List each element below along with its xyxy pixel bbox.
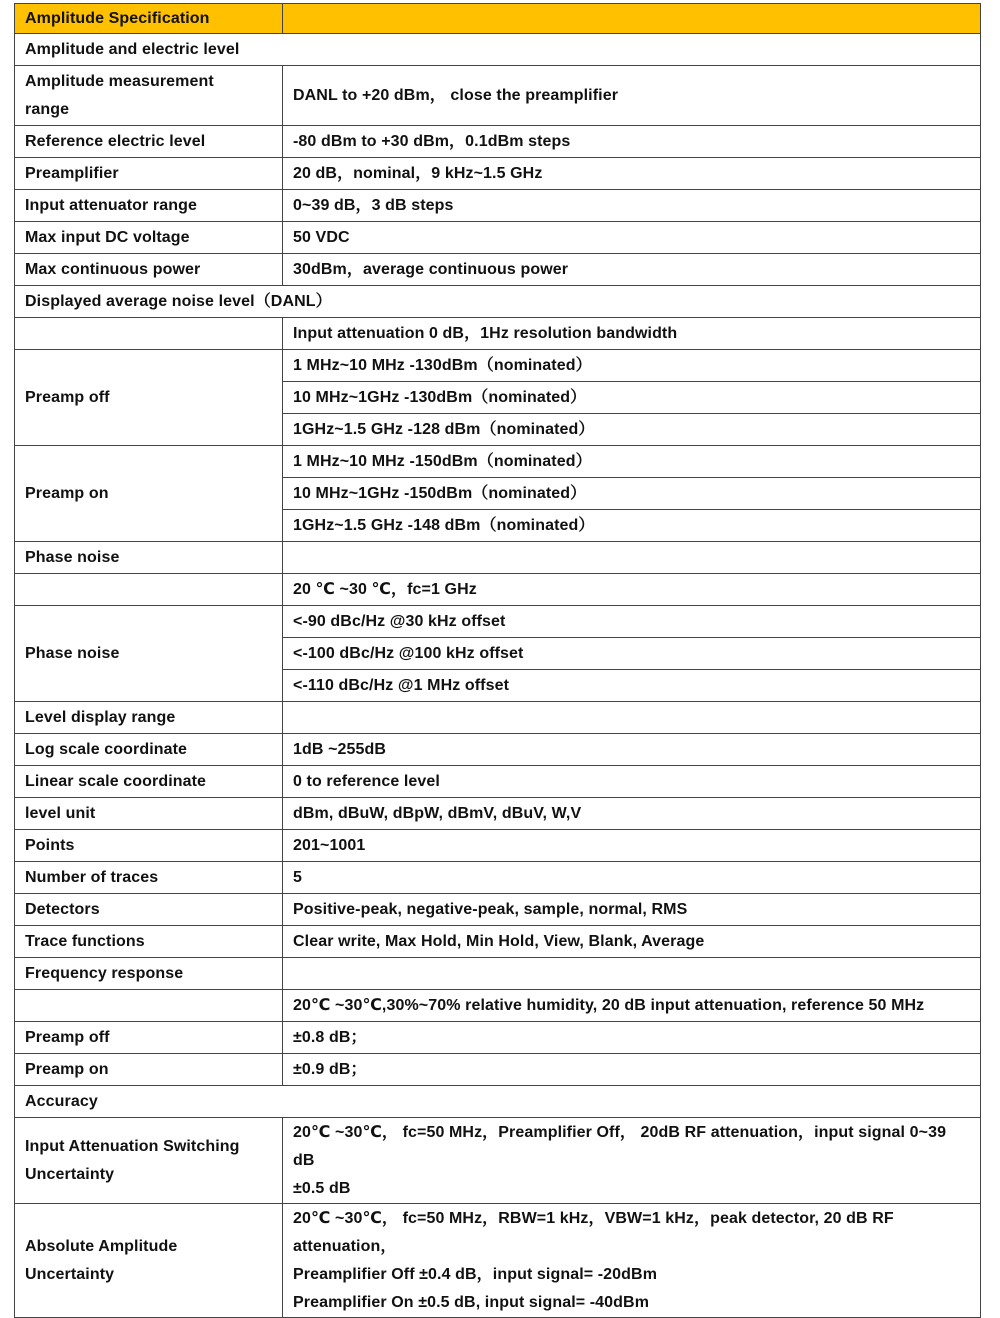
section-row bbox=[15, 702, 981, 734]
table-row bbox=[15, 66, 981, 126]
section-phase-noise: Phase noise bbox=[15, 542, 283, 574]
row-value: Positive-peak, negative-peak, sample, normal, RMS bbox=[283, 894, 981, 926]
row-value: dBm, dBuW, dBpW, dBmV, dBuV, W,V bbox=[283, 798, 981, 830]
section-danl: Displayed average noise level（DANL） bbox=[15, 286, 981, 318]
row-label: Preamp on bbox=[15, 1054, 283, 1086]
danl-preamp-on-label: Preamp on bbox=[15, 446, 283, 542]
row-label: Log scale coordinate bbox=[15, 734, 283, 766]
value-line-2: attenuation， bbox=[293, 1237, 397, 1255]
value-line-1: 20℃ ~30℃， fc=50 MHz，Preamplifier Off， 20dB RF attenuation，input signal 0~39 bbox=[293, 1123, 947, 1141]
row-value: 1GHz~1.5 GHz -148 dBm（nominated） bbox=[283, 510, 981, 542]
section-row bbox=[15, 542, 981, 574]
row-value: 0 to reference level bbox=[283, 766, 981, 798]
row-value bbox=[283, 1204, 981, 1318]
row-label-empty bbox=[15, 574, 283, 606]
label-line-2: range bbox=[25, 100, 70, 118]
table-row bbox=[15, 446, 981, 478]
row-label: level unit bbox=[15, 798, 283, 830]
label-line-2: Uncertainty bbox=[25, 1265, 115, 1283]
section-amplitude-electric-level: Amplitude and electric level bbox=[15, 34, 981, 66]
value-line-3: ±0.5 dB bbox=[293, 1179, 351, 1197]
row-value: 50 VDC bbox=[283, 222, 981, 254]
row-label-empty bbox=[15, 990, 283, 1022]
table-row bbox=[15, 158, 981, 190]
table-row bbox=[15, 350, 981, 382]
row-label: Reference electric level bbox=[15, 126, 283, 158]
row-value: ±0.9 dB； bbox=[283, 1054, 981, 1086]
section-frequency-response: Frequency response bbox=[15, 958, 283, 990]
header-row bbox=[15, 4, 981, 34]
row-value: DANL to +20 dBm， close the preamplifier bbox=[283, 66, 981, 126]
row-label-empty bbox=[15, 318, 283, 350]
value-line-4: Preamplifier On ±0.5 dB, input signal= -40dBm bbox=[293, 1293, 650, 1311]
row-label: Max continuous power bbox=[15, 254, 283, 286]
row-value: 1 MHz~10 MHz -130dBm（nominated） bbox=[283, 350, 981, 382]
label-line-1: Amplitude measurement bbox=[25, 72, 214, 90]
row-value-empty bbox=[283, 542, 981, 574]
row-label bbox=[15, 1118, 283, 1204]
row-label: Trace functions bbox=[15, 926, 283, 958]
table-row bbox=[15, 606, 981, 638]
table-row bbox=[15, 222, 981, 254]
table-row bbox=[15, 798, 981, 830]
row-label: Detectors bbox=[15, 894, 283, 926]
danl-condition: Input attenuation 0 dB，1Hz resolution bandwidth bbox=[283, 318, 981, 350]
row-value: 1GHz~1.5 GHz -128 dBm（nominated） bbox=[283, 414, 981, 446]
value-line-3: Preamplifier Off ±0.4 dB，input signal= -20dBm bbox=[293, 1265, 658, 1283]
row-value: <-90 dBc/Hz @30 kHz offset bbox=[283, 606, 981, 638]
row-value: 30dBm，average continuous power bbox=[283, 254, 981, 286]
row-value-empty bbox=[283, 958, 981, 990]
label-line-1: Input Attenuation Switching bbox=[25, 1137, 240, 1155]
amplitude-spec-table bbox=[14, 3, 981, 1318]
section-row bbox=[15, 1086, 981, 1118]
section-row bbox=[15, 286, 981, 318]
freq-response-condition: 20℃ ~30℃,30%~70% relative humidity, 20 dB input attenuation, reference 50 MHz bbox=[283, 990, 981, 1022]
table-row bbox=[15, 574, 981, 606]
table-row bbox=[15, 254, 981, 286]
phase-noise-condition: 20 ℃ ~30 ℃，fc=1 GHz bbox=[283, 574, 981, 606]
section-accuracy: Accuracy bbox=[15, 1086, 981, 1118]
row-value: 10 MHz~1GHz -150dBm（nominated） bbox=[283, 478, 981, 510]
header-title: Amplitude Specification bbox=[15, 4, 283, 34]
header-blank bbox=[283, 4, 981, 34]
row-value: 1dB ~255dB bbox=[283, 734, 981, 766]
table-row bbox=[15, 1204, 981, 1318]
table-row bbox=[15, 318, 981, 350]
row-value: ±0.8 dB； bbox=[283, 1022, 981, 1054]
row-label: Linear scale coordinate bbox=[15, 766, 283, 798]
row-label bbox=[15, 66, 283, 126]
table-row bbox=[15, 862, 981, 894]
danl-preamp-off-label: Preamp off bbox=[15, 350, 283, 446]
table-row bbox=[15, 190, 981, 222]
row-value: 5 bbox=[283, 862, 981, 894]
table-row bbox=[15, 990, 981, 1022]
row-value: -80 dBm to +30 dBm，0.1dBm steps bbox=[283, 126, 981, 158]
row-label: Number of traces bbox=[15, 862, 283, 894]
section-row bbox=[15, 34, 981, 66]
row-value: 10 MHz~1GHz -130dBm（nominated） bbox=[283, 382, 981, 414]
row-value: 0~39 dB，3 dB steps bbox=[283, 190, 981, 222]
table-row bbox=[15, 126, 981, 158]
table-row bbox=[15, 1118, 981, 1204]
table-row bbox=[15, 926, 981, 958]
value-line-2: dB bbox=[293, 1151, 315, 1169]
row-label: Preamp off bbox=[15, 1022, 283, 1054]
value-line-1: 20℃ ~30℃， fc=50 MHz，RBW=1 kHz，VBW=1 kHz，peak detector, 20 dB RF bbox=[293, 1209, 894, 1227]
row-value: 201~1001 bbox=[283, 830, 981, 862]
label-line-1: Absolute Amplitude bbox=[25, 1237, 178, 1255]
table-row bbox=[15, 1022, 981, 1054]
row-value: 20 dB，nominal，9 kHz~1.5 GHz bbox=[283, 158, 981, 190]
row-value bbox=[283, 1118, 981, 1204]
row-value-empty bbox=[283, 702, 981, 734]
row-value: <-110 dBc/Hz @1 MHz offset bbox=[283, 670, 981, 702]
row-value: <-100 dBc/Hz @100 kHz offset bbox=[283, 638, 981, 670]
section-row bbox=[15, 958, 981, 990]
row-value: Clear write, Max Hold, Min Hold, View, Blank, Average bbox=[283, 926, 981, 958]
table-row bbox=[15, 734, 981, 766]
row-value: 1 MHz~10 MHz -150dBm（nominated） bbox=[283, 446, 981, 478]
row-label: Preamplifier bbox=[15, 158, 283, 190]
phase-noise-label: Phase noise bbox=[15, 606, 283, 702]
label-line-2: Uncertainty bbox=[25, 1165, 115, 1183]
table-row bbox=[15, 894, 981, 926]
section-level-display-range: Level display range bbox=[15, 702, 283, 734]
row-label: Max input DC voltage bbox=[15, 222, 283, 254]
table-row bbox=[15, 766, 981, 798]
table-row bbox=[15, 1054, 981, 1086]
row-label bbox=[15, 1204, 283, 1318]
row-label: Input attenuator range bbox=[15, 190, 283, 222]
table-row bbox=[15, 830, 981, 862]
row-label: Points bbox=[15, 830, 283, 862]
